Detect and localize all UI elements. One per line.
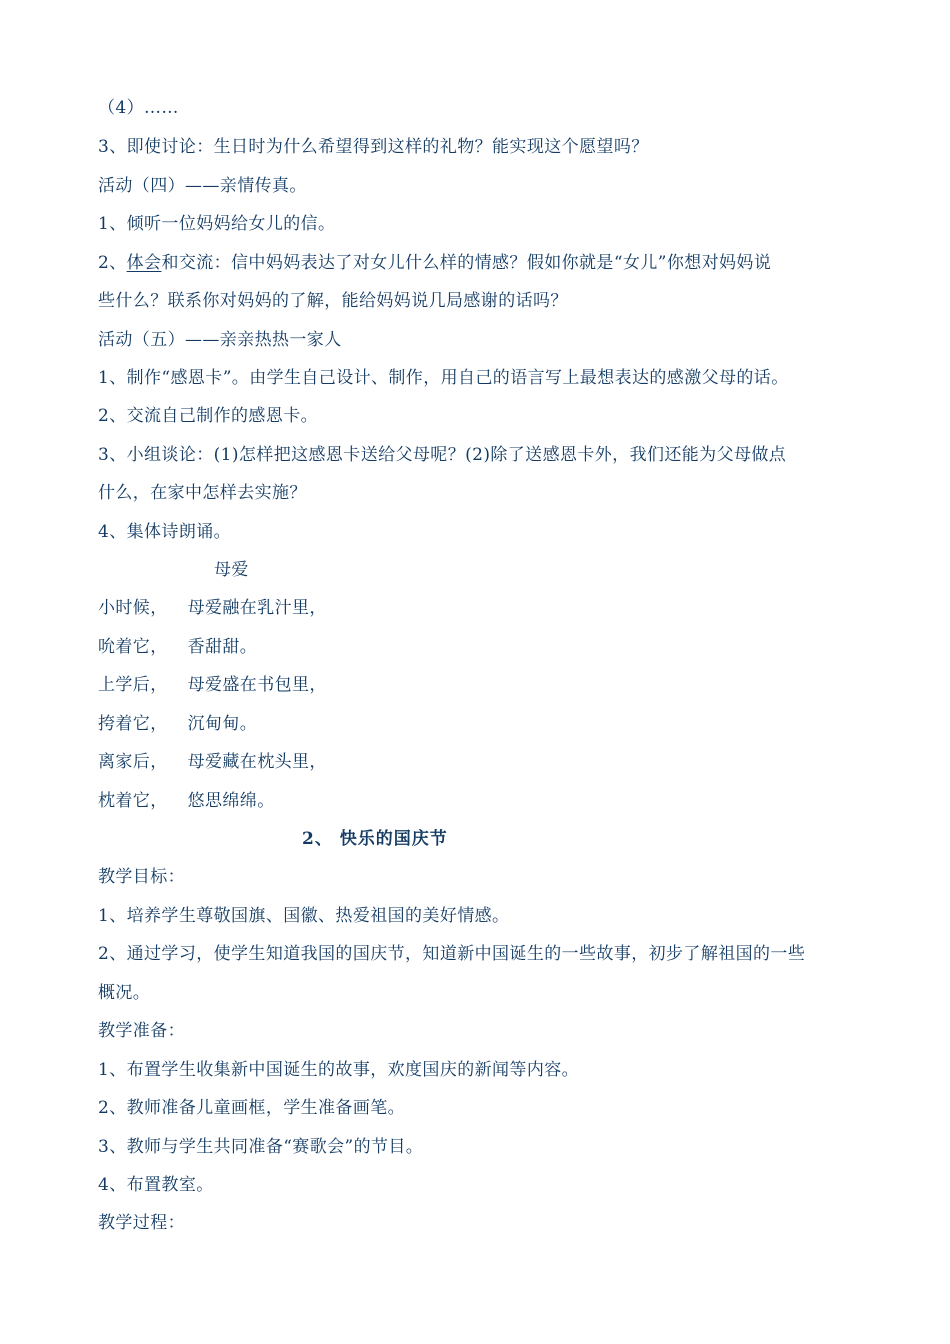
text-line: 4、集体诗朗诵。 [98, 522, 232, 542]
text-line: 2、教师准备儿童画框，学生准备画笔。 [98, 1098, 406, 1118]
poem-right: 母爱藏在枕头里， [187, 752, 327, 772]
poem-row [98, 597, 327, 619]
text-prefix: 2、 [98, 253, 127, 273]
poem-left: 上学后， [98, 675, 168, 695]
poem-right: 母爱盛在书包里， [187, 675, 327, 695]
poem-row [98, 713, 257, 735]
poem-row [98, 674, 327, 696]
text-line: 1、布置学生收集新中国诞生的故事，欢度国庆的新闻等内容。 [98, 1060, 580, 1080]
poem-left: 枕着它， [98, 791, 168, 811]
text-line: 1、倾听一位妈妈给女儿的信。 [98, 214, 336, 234]
text-line: 概况。 [98, 983, 151, 1003]
poem-row [98, 751, 327, 773]
text-line: 3、即使讨论：生日时为什么希望得到这样的礼物？能实现这个愿望吗？ [98, 137, 649, 157]
poem-title: 母爱 [214, 560, 249, 580]
activity-heading: 活动（四）——亲情传真。 [98, 176, 307, 196]
poem-row [98, 790, 275, 812]
section-title: 2、 快乐的国庆节 [302, 829, 448, 849]
text-rest: 和交流：信中妈妈表达了对女儿什么样的情感？假如你就是“女儿”你想对妈妈说 [161, 253, 772, 273]
poem-right: 沉甸甸。 [187, 714, 258, 734]
text-line: 1、培养学生尊敬国旗、国徽、热爱祖国的美好情感。 [98, 906, 510, 926]
poem-right: 香甜甜。 [187, 637, 258, 657]
text-line: 2、交流自己制作的感恩卡。 [98, 406, 319, 426]
prep-heading: 教学准备： [98, 1021, 185, 1041]
text-line: 4、布置教室。 [98, 1175, 214, 1195]
text-line: 什么，在家中怎样去实施？ [98, 483, 307, 503]
poem-left: 吮着它， [98, 637, 168, 657]
poem-right: 悠思绵绵。 [187, 791, 275, 811]
process-heading: 教学过程： [98, 1213, 185, 1233]
text-line: （4）…… [98, 98, 179, 118]
text-line: 1、制作“感恩卡”。由学生自己设计、制作，用自己的语言写上最想表达的感激父母的话。 [98, 368, 789, 388]
text-line: 些什么？联系你对妈妈的了解，能给妈妈说几局感谢的话吗？ [98, 291, 568, 311]
goals-heading: 教学目标： [98, 867, 185, 887]
poem-row [98, 636, 257, 658]
text-line: 3、小组谈论：(1)怎样把这感恩卡送给父母呢？(2)除了送感恩卡外，我们还能为父母做点 [98, 445, 787, 465]
text-line [98, 252, 771, 274]
poem-left: 离家后， [98, 752, 168, 772]
poem-left: 小时候， [98, 598, 168, 618]
poem-right: 母爱融在乳汁里， [187, 598, 327, 618]
activity-heading: 活动（五）——亲亲热热一家人 [98, 330, 342, 350]
text-line: 2、通过学习，使学生知道我国的国庆节，知道新中国诞生的一些故事，初步了解祖国的一些 [98, 944, 806, 964]
poem-left: 挎着它， [98, 714, 168, 734]
tiHui-link[interactable]: 体会 [126, 253, 162, 273]
text-line: 3、教师与学生共同准备“赛歌会”的节目。 [98, 1137, 424, 1157]
